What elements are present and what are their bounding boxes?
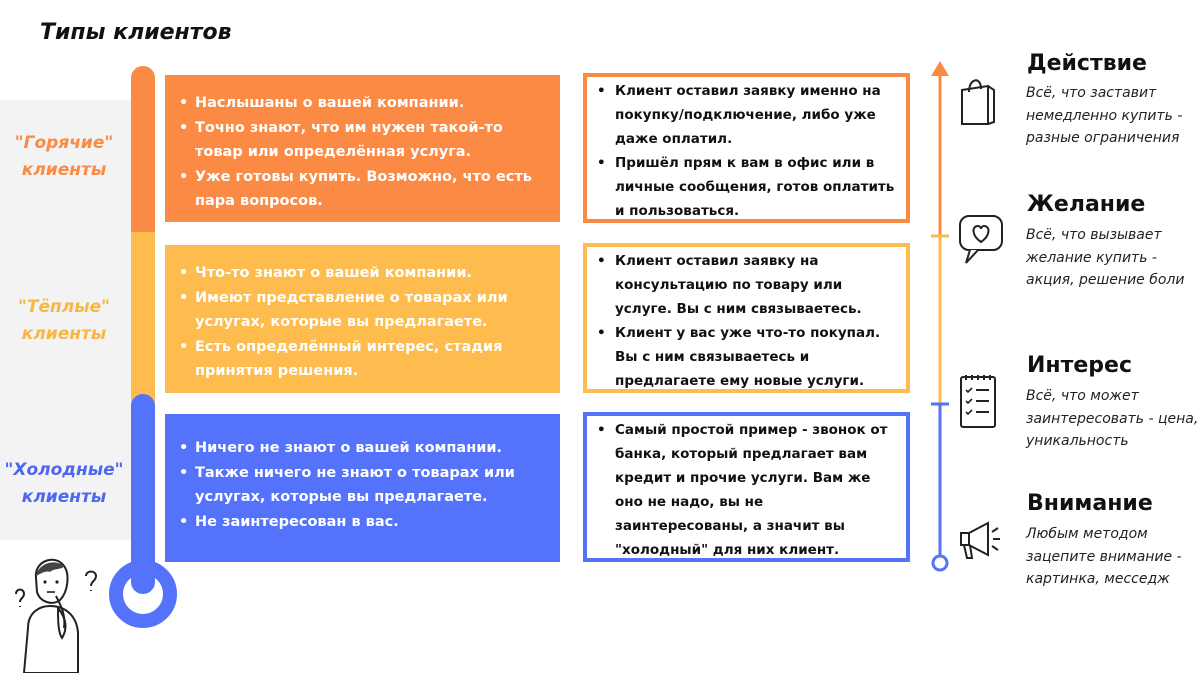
stage-desc-interest: Всё, что может заинтересовать - цена, уникальность [1026,388,1199,449]
stage-desc-desire: Всё, что вызывает желание купить - акция, решение боли [1026,227,1185,288]
cold-example: • Самый простой пример - звонок от банка, который предлагает вам кредит и прочие услуги. Вам же оно не надо, вы не заинтересованы, а значит вы "холодный" для них клиент. [593,418,900,562]
hot-traits-box [165,75,560,222]
hot-example: • Пришёл прям к вам в офис или в личные сообщения, готов оплатить и пользоваться. [593,151,900,223]
stage-title-action: Действие [1027,51,1147,76]
stage-title-desire: Желание [1027,192,1146,217]
thermometer-bulb [116,567,170,621]
hot-example-box [583,73,910,223]
hot-example: • Клиент оставил заявку именно на покупку/подключение, либо уже даже оплатил. [593,79,900,151]
stage-title-interest: Интерес [1027,353,1132,378]
aida-arrow-head [931,61,949,76]
stage-desc-attention: Любым методом зацепите внимание - картинка, месседж [1026,526,1182,587]
type-label-warm: "Тёплые" клиенты [18,297,110,344]
hot-trait: • Точно знают, что им нужен такой-то товар или определённая услуга. [177,116,546,165]
cold-trait: • Ничего не знают о вашей компании. [177,436,546,461]
cold-example-box [583,412,910,562]
cold-trait: • Не заинтересован в вас. [177,510,546,535]
type-label-hot: "Горячие" клиенты [14,133,114,180]
thermometer-cold-segment [131,394,155,594]
warm-example: • Клиент оставил заявку на консультацию по товару или услуге. Вы с ним связываетесь. [593,249,900,321]
stage-title-attention: Внимание [1027,491,1153,516]
cold-traits-box [165,414,560,562]
warm-trait: • Имеют представление о товарах или услугах, которые вы предлагаете. [177,286,546,335]
warm-trait: • Что-то знают о вашей компании. [177,261,546,286]
warm-example: • Клиент у вас уже что-то покупал. Вы с ним связываетесь и предлагаете ему новые услуги. [593,321,900,393]
type-label-cold: "Холодные" клиенты [4,460,124,507]
heart-chat-icon [958,213,1006,267]
shopping-bag-icon [958,72,998,128]
cold-trait: • Также ничего не знают о товарах или услугах, которые вы предлагаете. [177,461,546,510]
warm-traits-box [165,245,560,393]
hot-trait: • Наслышаны о вашей компании. [177,91,546,116]
checklist-icon [958,372,998,430]
hot-trait: • Уже готовы купить. Возможно, что есть пара вопросов. [177,165,546,214]
thermometer-warm-segment [131,232,155,417]
page-title: Типы клиентов [40,20,232,45]
thinking-person-illustration [6,548,106,673]
aida-axis-start [933,556,947,570]
megaphone-icon [958,518,1002,562]
warm-trait: • Есть определённый интерес, стадия принятия решения. [177,335,546,384]
stage-desc-action: Всё, что заставит немедленно купить - разные ограничения [1026,85,1183,146]
thermometer-hot-segment [131,66,155,256]
warm-example-box [583,243,910,393]
